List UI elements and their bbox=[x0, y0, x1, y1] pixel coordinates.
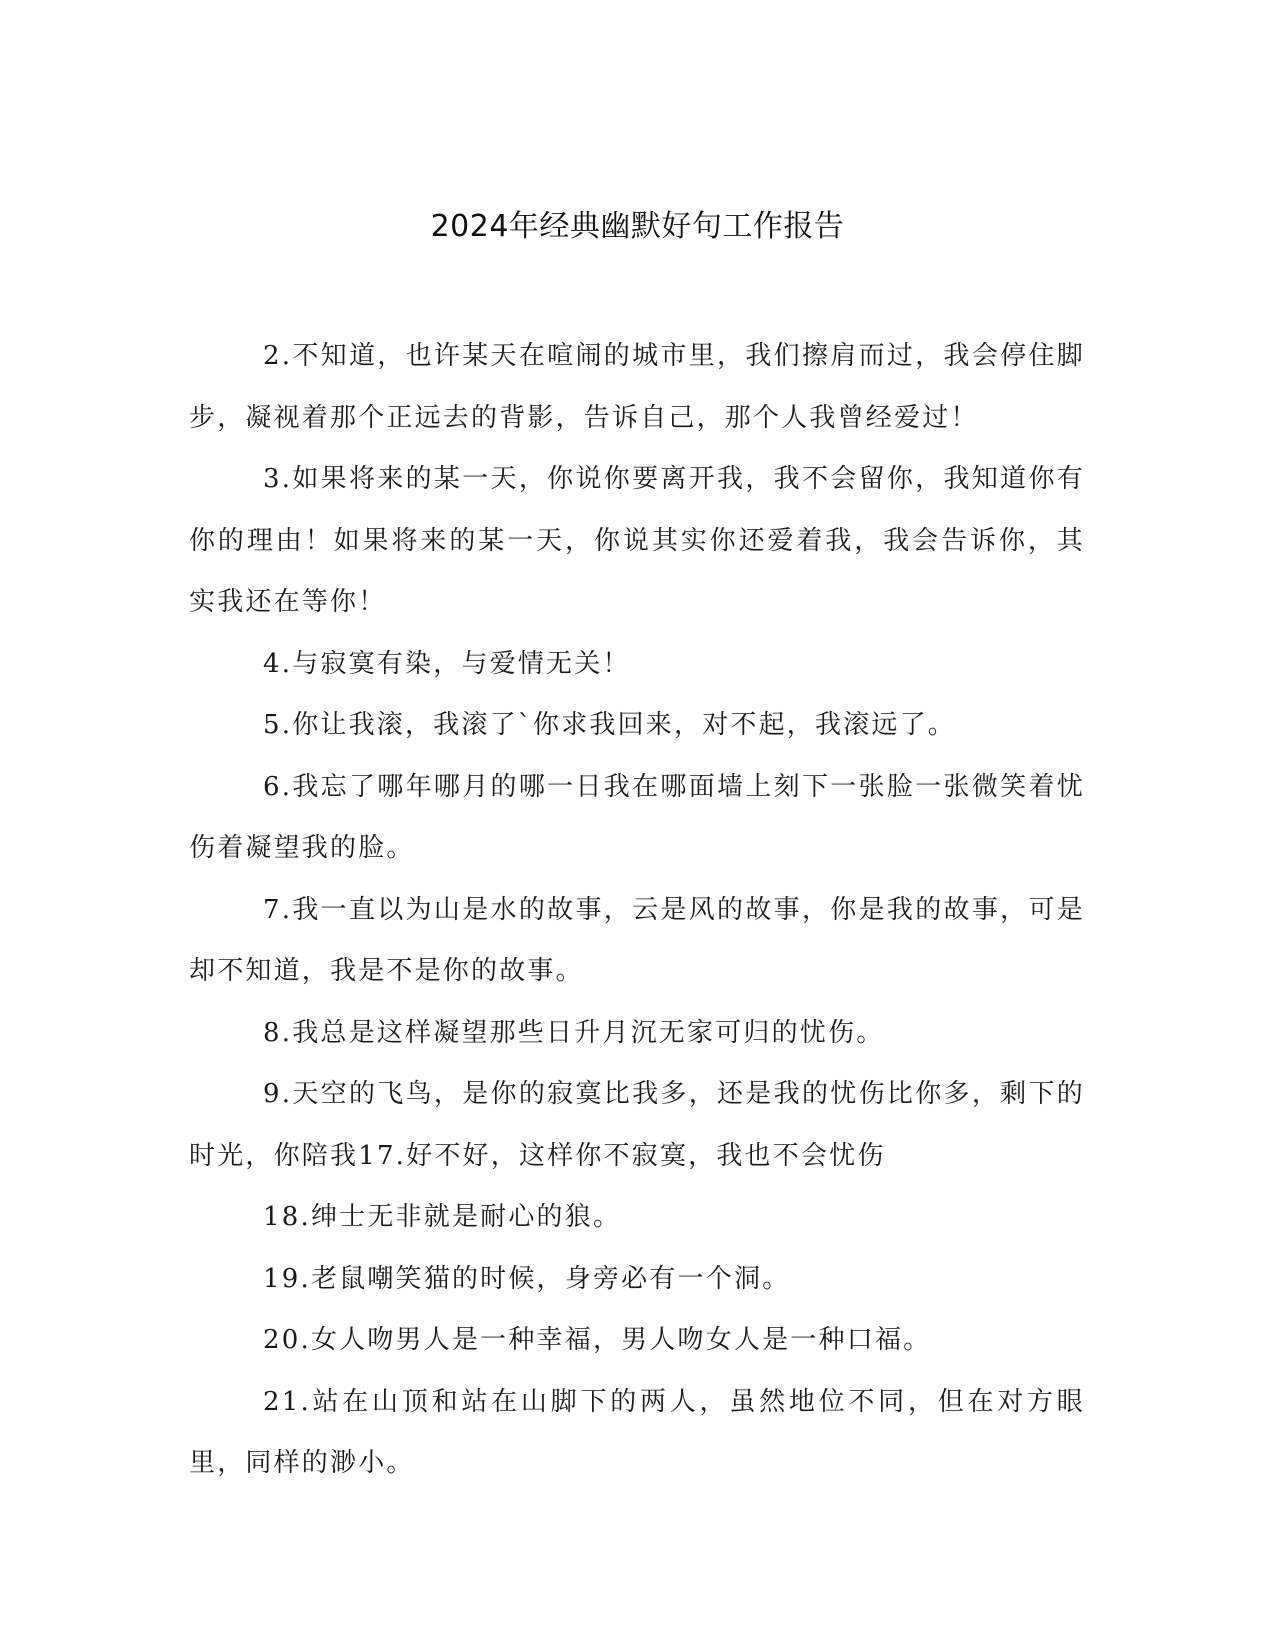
paragraph-8: 8.我总是这样凝望那些日升月沉无家可归的忧伤。 bbox=[263, 1017, 885, 1048]
paragraph-9: 9.天空的飞鸟，是你的寂寞比我多，还是我的忧伤比你多，剩下的时光，你陪我17.好不好，这样你不寂寞，我也不会忧伤 bbox=[189, 1079, 1085, 1171]
paragraph-6: 6.我忘了哪年哪月的哪一日我在哪面墙上刻下一张脸一张微笑着忧伤着凝望我的脸。 bbox=[189, 771, 1085, 863]
paragraph-21: 21.站在山顶和站在山脚下的两人，虽然地位不同，但在对方眼里，同样的渺小。 bbox=[189, 1386, 1085, 1478]
paragraph-20: 20.女人吻男人是一种幸福，男人吻女人是一种口福。 bbox=[263, 1325, 932, 1355]
paragraph-5: 5.你让我滚，我滚了`你求我回来，对不起，我滚远了。 bbox=[263, 710, 957, 740]
paragraph-3: 3.如果将来的某一天，你说你要离开我，我不会留你，我知道你有你的理由！如果将来的某一天，你说其实你还爱着我，我会告诉你，其实我还在等你！ bbox=[189, 464, 1085, 617]
document-title: 2024年经典幽默好句工作报告 bbox=[430, 209, 845, 244]
document-body bbox=[189, 326, 1085, 1495]
paragraph-19: 19.老鼠嘲笑猫的时候，身旁必有一个洞。 bbox=[263, 1263, 791, 1294]
paragraph-18: 18.绅士无非就是耐心的狼。 bbox=[263, 1202, 622, 1232]
paragraph-2: 2.不知道，也许某天在喧闹的城市里，我们擦肩而过，我会停住脚步，凝视着那个正远去的背影，告诉自己，那个人我曾经爱过！ bbox=[189, 341, 1085, 433]
paragraph-4: 4.与寂寞有染，与爱情无关！ bbox=[263, 648, 631, 679]
paragraph-7: 7.我一直以为山是水的故事，云是风的故事，你是我的故事，可是却不知道，我是不是你的故事。 bbox=[189, 894, 1085, 986]
